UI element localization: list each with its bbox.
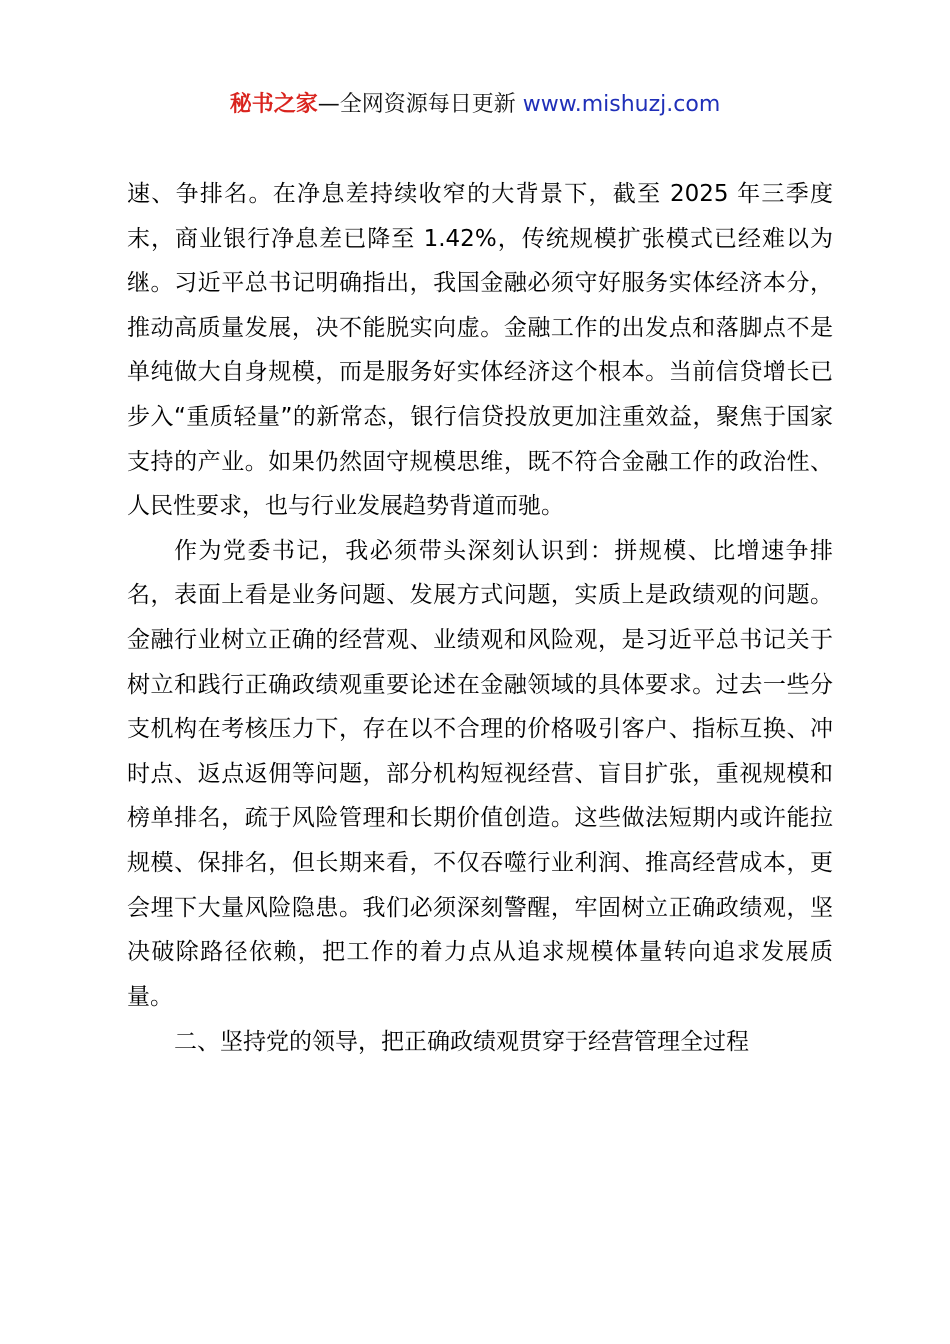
header-tagline: —全网资源每日更新	[317, 92, 523, 117]
website-link[interactable]: www.mishuzj.com	[522, 92, 721, 117]
section-heading: 二、坚持党的领导，把正确政绩观贯穿于经营管理全过程	[174, 1029, 749, 1056]
document-body	[127, 172, 833, 1065]
paragraph: 速、争排名。在净息差持续收窄的大背景下，截至 2025 年三季度末，商业银行净息差已降至 1.42%，传统规模扩张模式已经难以为继。习近平总书记明确指出，我国金融必须守好服务实体经济本分，推动高质量发展，决不能脱实向虚。金融工作的出发点和落脚点不是单纯做大自身规模，而是服务好实体经济这个根本。当前信贷增长已步入“重质轻量”的新常态，银行信贷投放更加注重效益，聚焦于国家支持的产业。如果仍然固守规模思维，既不符合金融工作的政治性、人民性要求，也与行业发展趋势背道而驰。	[127, 181, 833, 520]
paragraph: 作为党委书记，我必须带头深刻认识到：拼规模、比增速争排名，表面上看是业务问题、发展方式问题，实质上是政绩观的问题。金融行业树立正确的经营观、业绩观和风险观，是习近平总书记关于树立和践行正确政绩观重要论述在金融领域的具体要求。过去一些分支机构在考核压力下，存在以不合理的价格吸引客户、指标互换、冲时点、返点返佣等问题，部分机构短视经营、盲目扩张，重视规模和榜单排名，疏于风险管理和长期价值创造。这些做法短期内或许能拉规模、保排名，但长期来看，不仅吞噬行业利润、推高经营成本，更会埋下大量风险隐患。我们必须深刻警醒，牢固树立正确政绩观，坚决破除路径依赖，把工作的着力点从追求规模体量转向追求发展质量。	[127, 537, 833, 1010]
brand-name: 秘书之家	[229, 92, 318, 117]
site-header	[0, 88, 950, 122]
